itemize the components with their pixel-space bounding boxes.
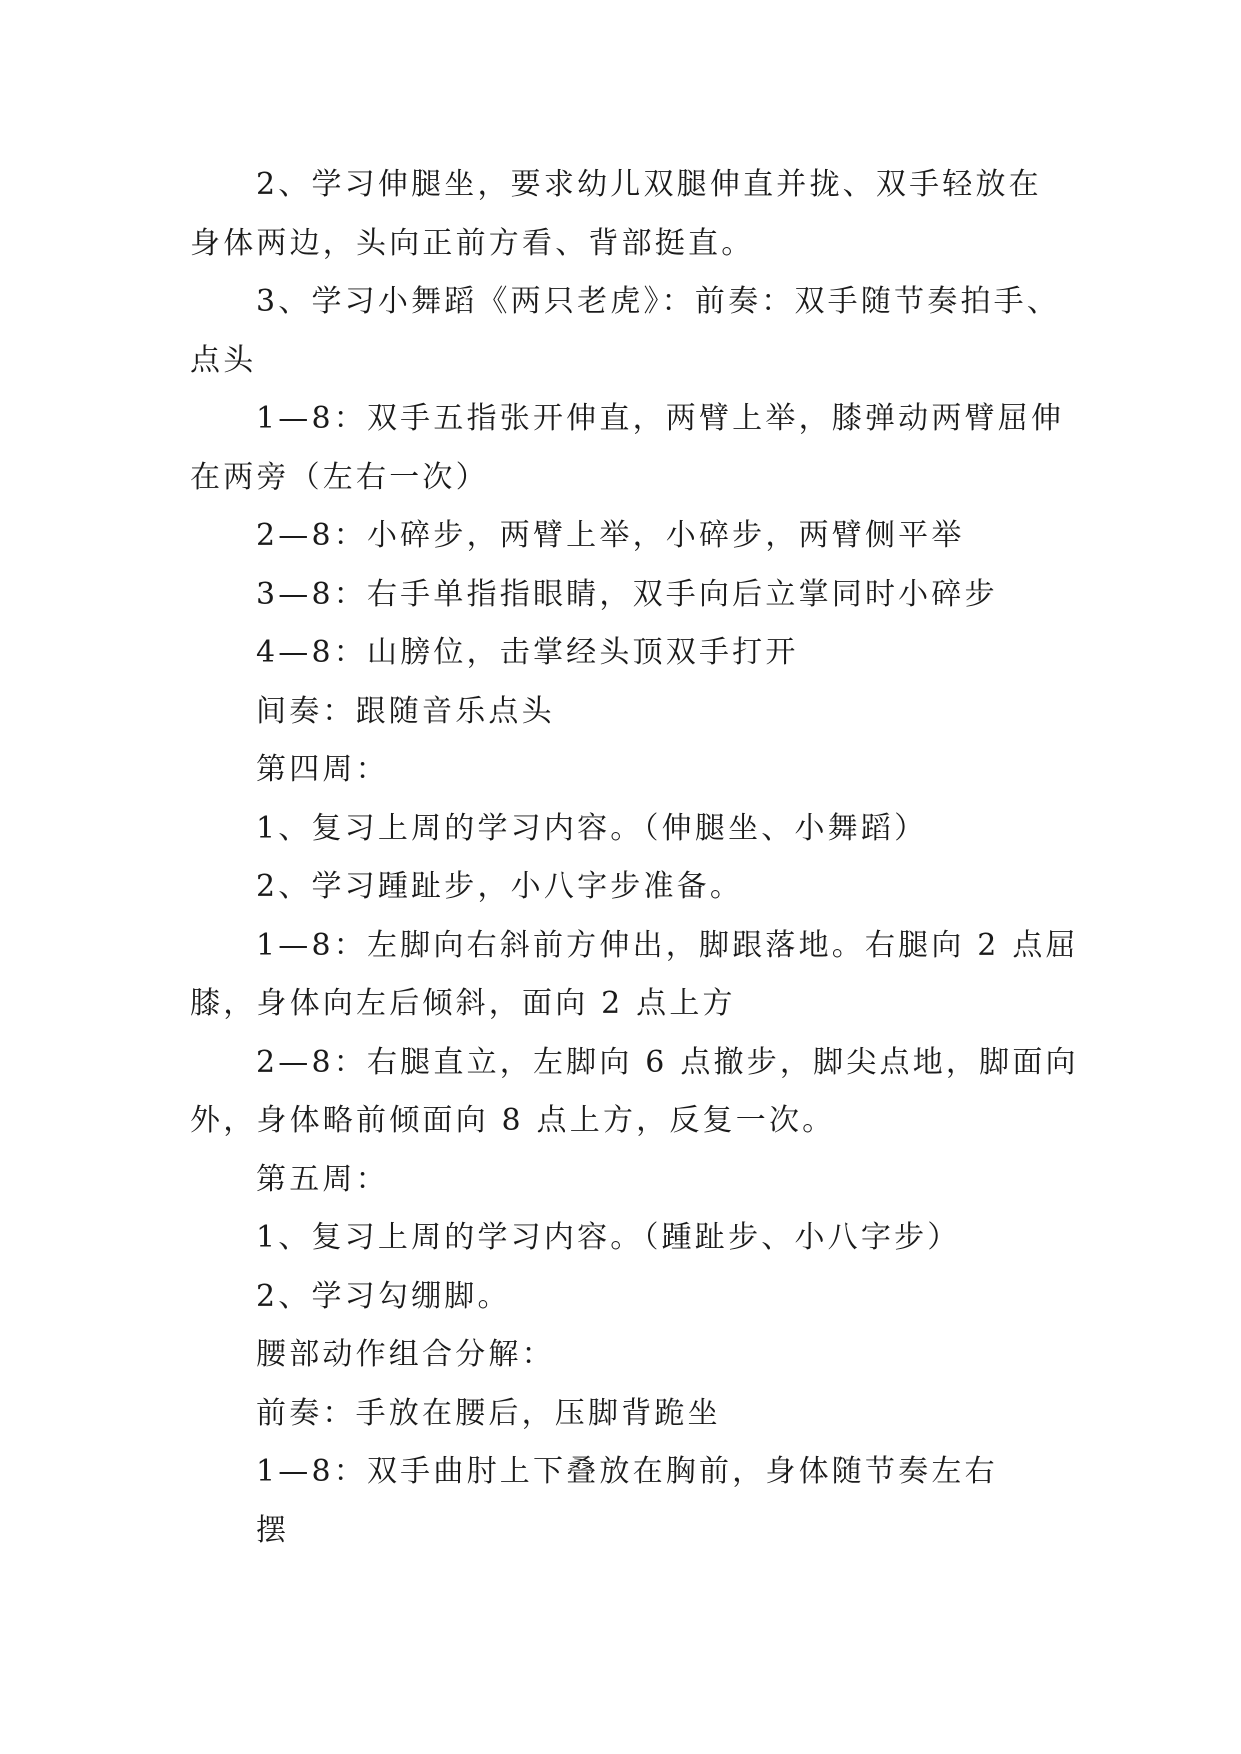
text-line: 前奏：手放在腰后，压脚背跪坐 [256,1395,721,1431]
text-line: 外，身体略前倾面向 8 点上方，反复一次。 [190,1103,836,1138]
text-line: 2—8：右腿直立，左脚向 6 点撤步，脚尖点地，脚面向 [256,1044,1079,1080]
document-body [190,156,1079,1560]
text-line: 1—8：双手五指张开伸直，两臂上举，膝弹动两臂屈伸 [256,401,1065,436]
text-line: 腰部动作组合分解： [256,1337,555,1372]
text-line: 3、学习小舞蹈《两只老虎》：前奏：双手随节奏拍手、 [256,284,1061,319]
text-line: 在两旁（左右一次） [190,459,489,495]
text-line: 2、学习勾绷脚。 [256,1278,511,1314]
text-line: 2、学习伸腿坐，要求幼儿双腿伸直并拢、双手轻放在 [256,167,1042,202]
text-line: 4—8：山膀位，击掌经头顶双手打开 [256,635,799,670]
text-line: 2、学习踵趾步，小八字步准备。 [256,869,744,904]
text-line: 1、复习上周的学习内容。（踵趾步、小八字步） [256,1220,961,1255]
text-line: 摆 [256,1512,290,1548]
text-line: 1—8：左脚向右斜前方伸出，脚跟落地。右腿向 2 点屈 [256,927,1079,963]
section-heading: 第五周： [256,1161,389,1197]
section-heading: 第四周： [256,752,389,787]
text-line: 2—8：小碎步，两臂上举，小碎步，两臂侧平举 [256,518,965,553]
text-line: 点头 [190,342,257,378]
text-line: 膝，身体向左后倾斜，面向 2 点上方 [190,986,736,1021]
text-line: 3—8：右手单指指眼睛，双手向后立掌同时小碎步 [256,576,998,612]
text-line: 身体两边，头向正前方看、背部挺直。 [190,225,755,261]
text-line: 1、复习上周的学习内容。（伸腿坐、小舞蹈） [256,810,928,846]
text-line: 间奏：跟随音乐点头 [256,693,555,729]
text-line: 1—8：双手曲肘上下叠放在胸前，身体随节奏左右 [256,1454,998,1489]
